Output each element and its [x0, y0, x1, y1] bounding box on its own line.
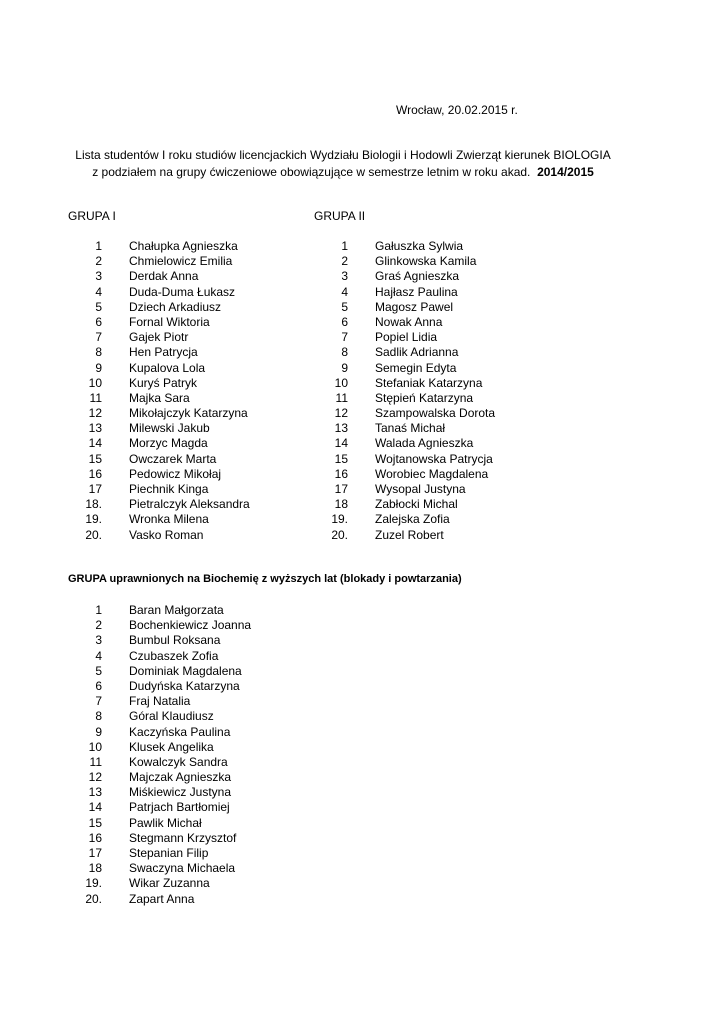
- student-row: [341, 284, 495, 300]
- student-number: 18: [88, 861, 102, 876]
- student-row: [85, 876, 251, 891]
- student-number: 5: [341, 299, 348, 314]
- student-number: 11: [89, 390, 102, 405]
- student-number: 13: [88, 785, 102, 800]
- student-name: Zapart Anna: [129, 891, 195, 906]
- student-row: [331, 512, 495, 527]
- student-name: Majczak Agnieszka: [129, 770, 232, 785]
- student-name: Czubaszek Zofia: [129, 648, 219, 663]
- group3-student-list: [85, 603, 252, 907]
- student-number: 10: [334, 375, 348, 390]
- student-row: [88, 466, 250, 482]
- student-name: Kupalova Lola: [129, 360, 206, 375]
- student-number: 7: [95, 694, 102, 709]
- student-row: [89, 390, 250, 406]
- student-row: [95, 648, 251, 664]
- student-number: 19.: [85, 876, 102, 891]
- student-name: Derdak Anna: [129, 269, 199, 284]
- student-name: Sadlik Adrianna: [375, 345, 459, 360]
- student-row: [85, 891, 251, 907]
- student-name: Pietralczyk Aleksandra: [129, 497, 250, 512]
- student-name: Morzyc Magda: [129, 436, 208, 451]
- student-number: 4: [95, 648, 102, 663]
- student-name: Fraj Natalia: [129, 694, 191, 709]
- student-name: Chmielowicz Emilia: [129, 254, 233, 269]
- student-number: 2: [95, 618, 102, 633]
- student-number: 6: [95, 314, 102, 329]
- student-row: [334, 466, 495, 482]
- student-row: [85, 497, 250, 512]
- student-number: 17: [88, 482, 102, 496]
- student-name: Dziech Arkadiusz: [129, 299, 222, 314]
- student-row: [341, 269, 495, 284]
- student-number: 19.: [85, 512, 102, 527]
- student-name: Baran Małgorzata: [129, 603, 224, 617]
- student-number: 15: [334, 451, 348, 466]
- student-name: Gałuszka Sylwia: [375, 239, 464, 253]
- student-name: Glinkowska Kamila: [375, 254, 477, 269]
- student-row: [341, 239, 495, 254]
- student-number: 15: [88, 451, 102, 466]
- student-row: [334, 497, 495, 512]
- student-name: Zabłocki Michal: [375, 497, 458, 512]
- student-name: Semegin Edyta: [375, 360, 457, 375]
- student-number: 3: [95, 633, 102, 648]
- student-row: [95, 239, 250, 254]
- student-row: [88, 770, 251, 785]
- student-name: Nowak Anna: [375, 314, 443, 329]
- student-name: Mikołajczyk Katarzyna: [129, 406, 248, 421]
- student-row: [95, 314, 250, 330]
- student-row: [88, 815, 251, 831]
- student-name: Popiel Lidia: [375, 330, 438, 345]
- student-name: Piechnik Kinga: [129, 482, 209, 496]
- student-row: [341, 360, 495, 376]
- group3-heading: GRUPA uprawnionych na Biochemię z wyższych lat (blokady i powtarzania): [68, 573, 462, 585]
- student-number: 6: [95, 678, 102, 693]
- student-number: 7: [95, 330, 102, 345]
- student-name: Kowalczyk Sandra: [129, 754, 228, 769]
- document-date: Wrocław, 20.02.2015 r.: [396, 103, 518, 117]
- student-number: 18: [334, 497, 348, 512]
- student-row: [341, 254, 495, 269]
- student-row: [334, 375, 495, 391]
- student-name: Swaczyna Michaela: [129, 861, 236, 876]
- student-number: 19.: [331, 512, 348, 527]
- student-name: Gajek Piotr: [129, 330, 189, 345]
- student-name: Pawlik Michał: [129, 815, 202, 830]
- student-name: Stępień Katarzyna: [375, 390, 474, 405]
- student-name: Bumbul Roksana: [129, 633, 221, 648]
- student-row: [88, 739, 251, 755]
- student-row: [95, 603, 251, 618]
- student-number: 9: [95, 724, 102, 739]
- student-row: [88, 785, 251, 800]
- student-name: Miśkiewicz Justyna: [129, 785, 232, 800]
- student-row: [88, 800, 251, 815]
- student-number: 16: [88, 830, 102, 845]
- title-line2-text: z podziałem na grupy ćwiczeniowe obowiązujące w semestrze letnim w roku akad.: [92, 165, 531, 179]
- student-name: Kuryś Patryk: [129, 375, 198, 390]
- student-number: 9: [341, 360, 348, 375]
- student-name: Walada Agnieszka: [375, 436, 474, 451]
- student-row: [95, 360, 250, 376]
- student-number: 13: [334, 421, 348, 436]
- student-number: 16: [334, 466, 348, 481]
- student-row: [95, 284, 250, 300]
- student-number: 8: [95, 709, 102, 724]
- student-number: 5: [95, 299, 102, 314]
- student-number: 1: [95, 239, 102, 253]
- student-name: Milewski Jakub: [129, 421, 210, 436]
- student-number: 12: [88, 406, 102, 421]
- student-name: Tanaś Michał: [375, 421, 446, 436]
- student-row: [95, 330, 250, 345]
- student-name: Kaczyńska Paulina: [129, 724, 231, 739]
- student-number: 1: [95, 603, 102, 617]
- student-number: 14: [88, 800, 102, 815]
- student-number: 20.: [85, 891, 102, 906]
- group1-student-list: [85, 239, 250, 543]
- student-number: 17: [334, 482, 348, 496]
- group2-heading: GRUPA II: [314, 209, 366, 223]
- student-number: 18.: [85, 497, 102, 512]
- student-name: Góral Klaudiusz: [129, 709, 214, 724]
- student-number: 6: [341, 314, 348, 329]
- student-number: 10: [88, 739, 102, 754]
- student-row: [95, 694, 251, 709]
- student-name: Wojtanowska Patrycja: [375, 451, 493, 466]
- student-name: Graś Agnieszka: [375, 269, 460, 284]
- student-number: 12: [334, 406, 348, 421]
- academic-year: 2014/2015: [537, 165, 594, 179]
- student-number: 3: [95, 269, 102, 284]
- student-name: Szampowalska Dorota: [375, 406, 496, 421]
- student-row: [95, 254, 250, 269]
- student-number: 14: [334, 436, 348, 451]
- student-number: 14: [88, 436, 102, 451]
- student-name: Zalejska Zofia: [375, 512, 450, 527]
- student-row: [88, 846, 251, 861]
- student-name: Patrjach Bartłomiej: [129, 800, 230, 815]
- student-number: 12: [88, 770, 102, 785]
- student-number: 5: [95, 663, 102, 678]
- student-row: [95, 618, 252, 633]
- student-row: [85, 527, 250, 543]
- student-name: Stegmann Krzysztof: [129, 830, 237, 845]
- group1-heading: GRUPA I: [68, 209, 116, 223]
- student-row: [88, 375, 250, 391]
- student-row: [88, 482, 250, 497]
- student-number: 11: [89, 754, 102, 769]
- student-number: 2: [341, 254, 348, 269]
- student-row: [334, 406, 496, 421]
- student-name: Pedowicz Mikołaj: [129, 466, 222, 481]
- document-title-line2: [0, 165, 686, 179]
- student-row: [95, 633, 251, 648]
- student-name: Zuzel Robert: [375, 527, 444, 542]
- student-row: [88, 861, 251, 876]
- student-number: 17: [88, 846, 102, 860]
- student-name: Magosz Pawel: [375, 299, 454, 314]
- student-name: Owczarek Marta: [129, 451, 217, 466]
- student-number: 13: [88, 421, 102, 436]
- student-row: [334, 451, 495, 467]
- student-number: 20.: [331, 527, 348, 542]
- student-row: [334, 421, 495, 436]
- student-row: [89, 754, 251, 770]
- student-name: Wronka Milena: [129, 512, 209, 527]
- student-name: Hajłasz Paulina: [375, 284, 458, 299]
- student-name: Stepanian Filip: [129, 846, 209, 860]
- student-name: Dominiak Magdalena: [129, 663, 242, 678]
- student-number: 8: [95, 345, 102, 360]
- student-name: Fornal Wiktoria: [129, 314, 210, 329]
- student-number: 15: [88, 815, 102, 830]
- student-row: [88, 436, 250, 451]
- student-number: 3: [341, 269, 348, 284]
- student-name: Duda-Duma Łukasz: [129, 284, 236, 299]
- student-number: 2: [95, 254, 102, 269]
- student-row: [95, 269, 250, 284]
- student-number: 1: [341, 239, 348, 253]
- student-row: [341, 299, 495, 315]
- student-number: 7: [341, 330, 348, 345]
- student-row: [88, 830, 251, 846]
- student-row: [88, 406, 250, 421]
- student-row: [95, 345, 250, 360]
- student-row: [95, 299, 250, 315]
- student-number: 16: [88, 466, 102, 481]
- student-number: 20.: [85, 527, 102, 542]
- student-row: [95, 724, 251, 740]
- student-name: Hen Patrycja: [129, 345, 198, 360]
- student-row: [85, 512, 250, 527]
- student-row: [331, 527, 495, 543]
- student-row: [341, 330, 495, 345]
- student-name: Stefaniak Katarzyna: [375, 375, 483, 390]
- student-row: [334, 482, 495, 497]
- student-row: [341, 314, 495, 330]
- student-number: 4: [95, 284, 102, 299]
- student-name: Wikar Zuzanna: [129, 876, 210, 891]
- student-number: 9: [95, 360, 102, 375]
- student-row: [335, 390, 495, 406]
- student-name: Klusek Angelika: [129, 739, 214, 754]
- student-row: [95, 678, 251, 694]
- student-row: [95, 663, 251, 679]
- student-name: Vasko Roman: [129, 527, 204, 542]
- student-row: [334, 436, 495, 451]
- student-number: 8: [341, 345, 348, 360]
- student-row: [88, 421, 250, 436]
- student-name: Dudyńska Katarzyna: [129, 678, 240, 693]
- student-number: 11: [335, 390, 348, 405]
- student-number: 10: [88, 375, 102, 390]
- student-name: Bochenkiewicz Joanna: [129, 618, 252, 633]
- student-name: Majka Sara: [129, 390, 190, 405]
- group2-student-list: [331, 239, 496, 543]
- student-number: 4: [341, 284, 348, 299]
- student-row: [95, 709, 251, 724]
- student-name: Wysopal Justyna: [375, 482, 466, 496]
- student-row: [341, 345, 495, 360]
- student-name: Worobiec Magdalena: [375, 466, 489, 481]
- student-row: [88, 451, 250, 467]
- student-name: Chałupka Agnieszka: [129, 239, 238, 253]
- document-title-line1: Lista studentów I roku studiów licencjackich Wydziału Biologii i Hodowli Zwierząt kierunek BIOLOGIA: [75, 148, 611, 162]
